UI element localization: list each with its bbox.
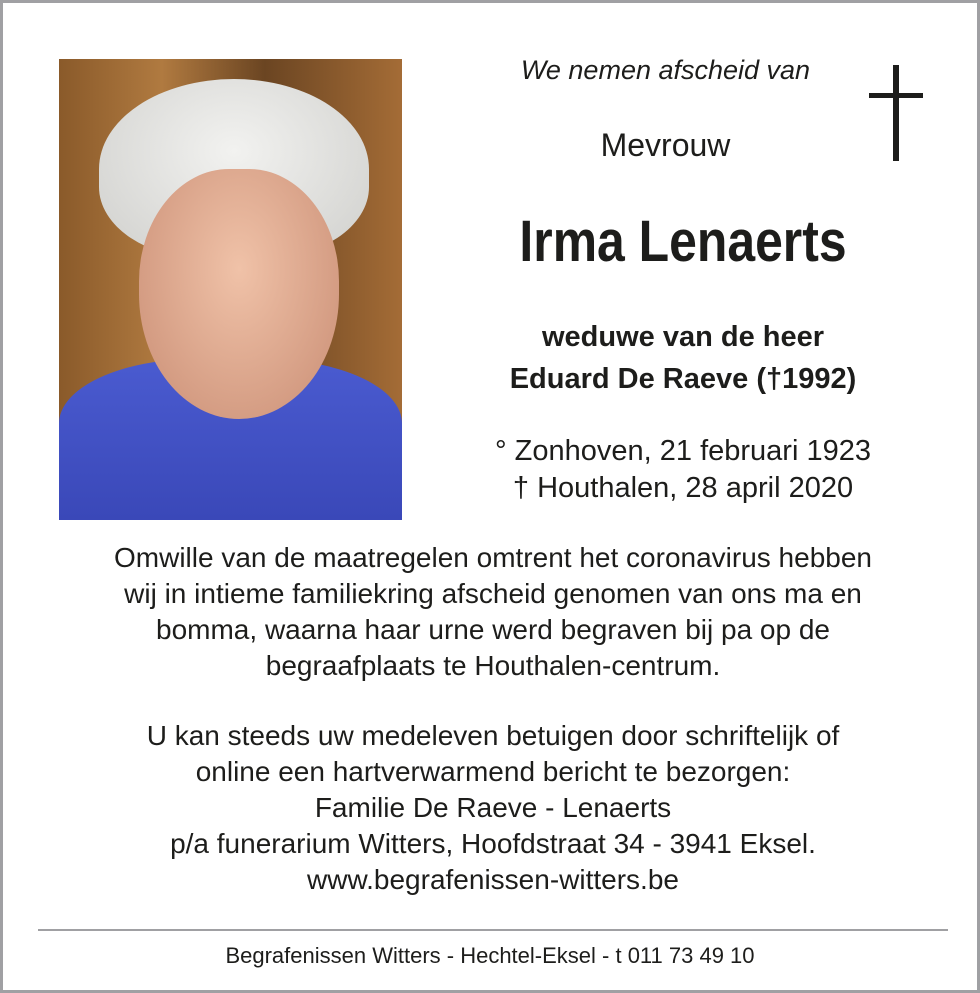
cross-icon [893,65,899,161]
birth-date: ° Zonhoven, 21 februari 1923 [495,435,871,467]
paragraph-2 [33,718,953,898]
widow-line-2: Eduard De Raeve (†1992) [509,363,857,395]
text-line: U kan steeds uw medeleven betuigen door schriftelijk of [146,720,840,751]
text-line: begraafplaats te Houthalen-centrum. [265,650,721,681]
text-line: wij in intieme familiekring afscheid genomen van ons ma en [124,578,862,609]
deceased-name: Irma Lenaerts [519,209,847,274]
address: p/a funerarium Witters, Hoofdstraat 34 - 3941 Eksel. [170,828,816,859]
widow-line-1: weduwe van de heer [541,321,825,353]
family-name: Familie De Raeve - Lenaerts [314,792,672,823]
honorific: Mevrouw [600,127,731,163]
portrait-photo [59,59,402,520]
text-line: Omwille van de maatregelen omtrent het coronavirus hebben [114,542,872,573]
cross-icon-bar [869,93,923,98]
death-date: † Houthalen, 28 april 2020 [512,472,854,504]
divider [38,929,948,931]
website-link[interactable]: www.begrafenissen-witters.be [307,864,679,895]
intro-text: We nemen afscheid van [520,55,811,85]
dates [423,433,943,507]
paragraph-1 [33,540,953,684]
text-line: online een hartverwarmend bericht te bezorgen: [195,756,791,787]
footer-text: Begrafenissen Witters - Hechtel-Eksel - t 011 73 49 10 [225,943,755,968]
notice-body [33,540,953,932]
widow-info [423,316,943,400]
text-line: bomma, waarna haar urne werd begraven bij pa op de [156,614,830,645]
